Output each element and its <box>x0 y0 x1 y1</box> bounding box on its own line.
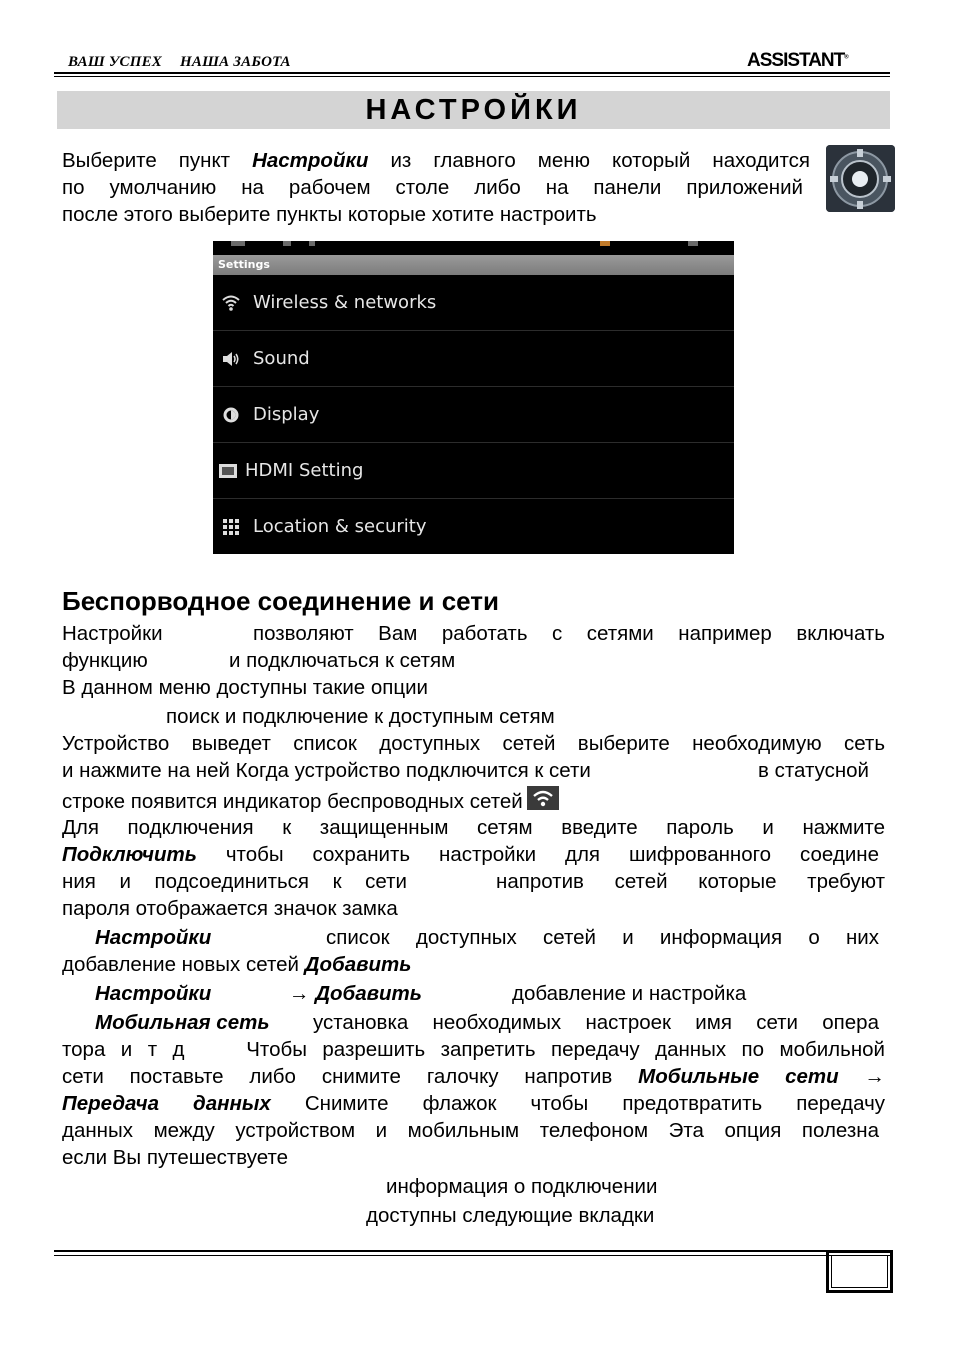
connect-term: Подключить <box>62 843 197 866</box>
body-line <box>62 1063 885 1090</box>
intro-text: Выберите пункт <box>62 149 253 172</box>
menu-item-label: Sound <box>253 348 310 369</box>
add-term: Добавить <box>315 982 422 1005</box>
section-heading: Беспорводное соединение и сети <box>62 586 500 616</box>
mobile-network-term: Мобильная сеть <box>95 1011 270 1034</box>
body-line: пароля отображается значок замка <box>62 897 398 920</box>
grid-dots-icon <box>221 517 241 537</box>
header-rule-thin <box>54 76 890 77</box>
wifi-icon <box>221 293 241 313</box>
body-line <box>62 841 879 868</box>
body-text: добавление новых сетей <box>62 953 305 976</box>
body-line: позволяют Вам работать с сетями например включать <box>253 622 885 645</box>
arrow-text: → <box>289 982 316 1005</box>
body-line: тора и т д Чтобы разрешить запретить передачу данных по мобильной <box>62 1038 885 1061</box>
body-line <box>62 786 559 815</box>
menu-item-label: Location & security <box>253 516 427 537</box>
body-line: список доступных сетей и информация о них <box>326 926 879 949</box>
brand-name: ASSISTANT <box>747 50 845 71</box>
body-line <box>62 951 411 978</box>
arrow-text: → <box>838 1065 885 1088</box>
body-line <box>62 620 163 647</box>
intro-line-2: по умолчанию на рабочем столе либо на панели приложений <box>62 176 803 199</box>
body-line: и подключаться к сетям <box>229 649 456 672</box>
body-line: в статусной <box>758 759 870 782</box>
footer-rule <box>54 1250 890 1252</box>
mobile-networks-term: Мобильные сети <box>638 1065 839 1088</box>
body-line: если Вы путешествуете <box>62 1146 289 1169</box>
body-line: и нажмите на ней Когда устройство подключится к сети <box>62 759 591 782</box>
body-line: функцию <box>62 649 148 672</box>
header-slogan <box>68 54 291 71</box>
status-bar <box>213 241 734 255</box>
body-text: Настройки <box>62 622 163 645</box>
menu-item-wireless[interactable] <box>213 275 734 331</box>
body-line <box>289 980 422 1007</box>
body-line: В данном меню доступны такие опции <box>62 676 429 699</box>
menu-item-display[interactable] <box>213 387 734 443</box>
body-line: Устройство выведет список доступных сетей выберите необходимую сеть <box>62 732 885 755</box>
intro-line-3: после этого выберите пункты которые хотите настроить <box>62 203 597 226</box>
menu-item-sound[interactable] <box>213 331 734 387</box>
body-text: чтобы сохранить настройки для шифрованного соедине <box>196 843 879 866</box>
body-line: информация о подключении <box>386 1175 658 1198</box>
hdmi-icon <box>218 461 238 481</box>
intro-text: из главного меню который находится <box>368 149 810 172</box>
intro-line-1 <box>62 147 810 174</box>
body-line: Для подключения к защищенным сетям введите пароль и нажмите <box>62 816 885 839</box>
body-text: строке появится индикатор беспроводных сетей <box>62 790 523 813</box>
settings-title-bar: Settings <box>213 255 734 275</box>
menu-item-hdmi[interactable] <box>213 443 734 499</box>
brand-registered-mark: ® <box>844 54 849 61</box>
body-text: Снимите флажок чтобы предотвратить передачу <box>270 1092 885 1115</box>
menu-item-location[interactable] <box>213 499 734 554</box>
settings-term: Настройки <box>95 926 212 949</box>
body-line: ния и подсоединиться к сети <box>62 870 407 893</box>
settings-term: Настройки <box>95 982 212 1005</box>
brand-logo <box>747 50 849 72</box>
menu-item-label: Wireless & networks <box>253 292 437 313</box>
speaker-icon <box>221 349 241 369</box>
menu-item-label: HDMI Setting <box>245 460 364 481</box>
body-line: данных между устройством и мобильным телефоном Эта опция полезна <box>62 1119 879 1142</box>
body-line: напротив сетей которые требуют <box>496 870 885 893</box>
data-transfer-term: Передача данных <box>62 1092 271 1115</box>
body-line: поиск и подключение к доступным сетям <box>166 705 555 728</box>
page-title: НАСТРОЙКИ <box>57 91 890 129</box>
wifi-status-icon <box>527 786 559 810</box>
settings-app-icon <box>826 145 895 212</box>
slogan-part-1: ВАШ УСПЕХ <box>68 54 162 70</box>
body-text: сети поставьте либо снимите галочку напротив <box>62 1065 639 1088</box>
body-line: доступны следующие вкладки <box>366 1204 655 1227</box>
slogan-part-2: НАША ЗАБОТА <box>180 54 291 70</box>
header-rule <box>54 72 890 74</box>
brightness-icon <box>221 405 241 425</box>
menu-item-label: Display <box>253 404 320 425</box>
settings-screenshot <box>213 241 734 554</box>
body-line: установка необходимых настроек имя сети опера <box>313 1011 879 1034</box>
footer-rule-thin <box>54 1255 890 1256</box>
intro-settings-term: Настройки <box>252 149 369 172</box>
add-term: Добавить <box>304 953 412 976</box>
body-line <box>62 1090 885 1117</box>
body-line: добавление и настройка <box>512 982 747 1005</box>
page-number-box <box>826 1250 893 1293</box>
